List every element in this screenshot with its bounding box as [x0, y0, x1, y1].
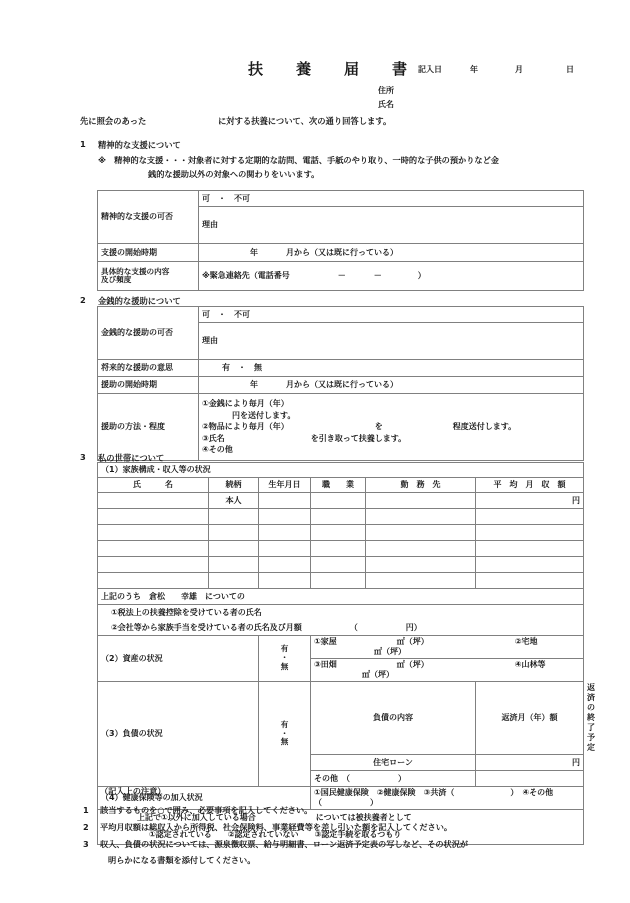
assets-yes: 有 — [280, 644, 289, 654]
family-workplace-cell[interactable] — [366, 509, 476, 525]
liability-col-content: 負債の内容 — [311, 682, 476, 755]
family-workplace-cell[interactable] — [366, 525, 476, 541]
financial-availability-options[interactable]: 可 ・ 不可 — [199, 307, 584, 323]
liabilities-sep: ・ — [280, 728, 289, 738]
spiritual-start-year: 年 — [250, 247, 258, 257]
family-occupation-cell[interactable] — [311, 493, 366, 509]
section1-note-line1: ※ 精神的な支援・・・対象者に対する定期的な訪問、電話、手紙のやり取り、一時的な子供の預かりなど金 — [98, 155, 499, 165]
family-allowance-paren: （ — [349, 622, 358, 632]
financial-method-1-sub: 円を送付します。 — [232, 410, 296, 420]
financial-method-1: ①金銭により毎月（年） — [202, 399, 289, 409]
liabilities-yes: 有 — [280, 719, 289, 729]
financial-start-label: 援助の開始時期 — [98, 377, 199, 394]
health-insurance-sub-b: については被扶養者として — [315, 813, 412, 822]
subsection4-heading: （4）健康保険等の加入状況 — [98, 787, 311, 810]
financial-method-3 — [202, 433, 580, 445]
table-row — [98, 377, 584, 394]
family-income-cell[interactable]: 円 — [476, 493, 584, 509]
note-text-2: 平均月収額は総収入から所得税、社会保険料、事業経費等を差し引いた額を記入してください。 — [100, 822, 453, 832]
assets-no: 無 — [280, 661, 289, 671]
family-birthdate-cell[interactable] — [259, 493, 311, 509]
financial-start-field[interactable] — [199, 377, 584, 394]
section1-title: 精神的な支援について — [98, 140, 181, 150]
family-name-cell[interactable] — [98, 525, 209, 541]
note-text-3-cont: 明らかになる書類を添付してください。 — [108, 855, 256, 865]
phone-dash-1: － — [337, 271, 346, 280]
spiritual-detail-field[interactable] — [199, 262, 584, 291]
financial-start-year: 年 — [250, 380, 258, 389]
col-header-relation: 続柄 — [209, 478, 259, 493]
financial-method-2-b: を — [374, 422, 383, 432]
asset-item-2-label: ②宅地 — [514, 637, 538, 646]
asset-item-2-unit: ㎡（坪） — [374, 647, 406, 656]
family-allowance-yen: 円） — [405, 622, 422, 632]
family-occupation-cell[interactable] — [311, 557, 366, 573]
note-number-1: 1 — [83, 805, 89, 815]
family-relation-cell[interactable] — [209, 509, 259, 525]
family-allowance-item-text: ②会社等から家族手当を受けている者の氏名及び月額 — [111, 622, 302, 632]
family-birthdate-cell[interactable] — [259, 573, 311, 589]
financial-method-2-a: ②物品により毎月（年） — [202, 422, 289, 432]
family-relation-cell[interactable] — [209, 541, 259, 557]
family-birthdate-cell[interactable] — [259, 541, 311, 557]
asset-item-3-unit: ㎡（坪） — [396, 660, 429, 669]
family-occupation-cell[interactable] — [311, 525, 366, 541]
table-row — [98, 493, 584, 509]
table-row — [98, 636, 584, 659]
table-row — [98, 509, 584, 525]
family-workplace-cell[interactable] — [366, 541, 476, 557]
assets-row2[interactable] — [311, 659, 584, 682]
emergency-contact-label: ※緊急連絡先（電話番号 — [202, 271, 290, 280]
liability-col-amount: 返済月（年）額 — [476, 682, 584, 755]
address-label: 住所 — [378, 86, 394, 95]
fill-date-day-label: 日 — [566, 65, 574, 74]
asset-item-4-unit: ㎡（坪） — [362, 670, 394, 679]
notes-title: （記入上の注意） — [100, 786, 166, 796]
section1-note-line2: 銭的な援助以外の対象への関わりをいいます。 — [148, 169, 320, 179]
subsection2-heading: （2）資産の状況 — [98, 636, 259, 682]
tax-deduction-item[interactable] — [98, 605, 584, 621]
about-person-line: 上記のうち 倉松 幸雄 についての — [98, 589, 584, 605]
spiritual-start-field[interactable] — [199, 244, 584, 262]
family-birthdate-cell[interactable] — [259, 509, 311, 525]
family-income-cell[interactable] — [476, 573, 584, 589]
col-header-occupation: 職 業 — [311, 478, 366, 493]
liability-amount-cell[interactable]: 円 — [476, 755, 584, 771]
financial-method-label: 援助の方法・程度 — [98, 394, 199, 461]
family-income-cell[interactable] — [476, 541, 584, 557]
family-birthdate-cell[interactable] — [259, 525, 311, 541]
spiritual-detail-label-line2: 及び頻度 — [101, 275, 132, 284]
note-text-3: 収入、負債の状況については、源泉徴収票、給与明細書、ローン返済予定表の写しなど、その状況が — [100, 839, 469, 849]
family-name-cell[interactable] — [98, 557, 209, 573]
family-name-cell[interactable] — [98, 493, 209, 509]
phone-dash-2: － — [373, 271, 382, 280]
financial-method-field[interactable] — [199, 394, 584, 461]
family-workplace-cell[interactable] — [366, 573, 476, 589]
assets-sep: ・ — [280, 653, 289, 663]
spiritual-detail-label — [98, 262, 199, 291]
financial-future-options-cell[interactable] — [199, 360, 584, 377]
note-number-2: 2 — [83, 822, 89, 832]
family-birthdate-cell[interactable] — [259, 557, 311, 573]
family-income-cell[interactable] — [476, 557, 584, 573]
col-header-income: 平 均 月 収 額 — [476, 478, 584, 493]
spiritual-start-month: 月から（又は既に行っている） — [286, 247, 398, 257]
assets-yesno-cell[interactable] — [259, 636, 311, 682]
col-header-name: 氏 名 — [98, 478, 209, 493]
intro-text-before: 先に照会のあった — [80, 116, 147, 126]
financial-future-label: 将来的な援助の意思 — [98, 360, 199, 377]
liability-amount-cell[interactable] — [476, 771, 584, 787]
spiritual-availability-label: 精神的な支援の可否 — [98, 191, 199, 244]
liability-content-cell[interactable]: 住宅ローン — [311, 755, 476, 771]
spiritual-detail-label-line1: 具体的な支援の内容 — [101, 266, 170, 276]
page-title: 扶 養 届 書 — [248, 60, 417, 78]
family-relation-cell[interactable]: 本人 — [209, 493, 259, 509]
family-income-cell[interactable] — [476, 509, 584, 525]
liabilities-yesno-cell[interactable] — [259, 682, 311, 787]
section3-title: 私の世帯について — [98, 453, 165, 463]
section1-number: 1 — [80, 139, 86, 149]
table-row — [98, 525, 584, 541]
tax-deduction-item-text: ①税法上の扶養控除を受けている者の氏名 — [111, 607, 262, 617]
family-workplace-cell[interactable] — [366, 493, 476, 509]
family-name-cell[interactable] — [98, 541, 209, 557]
spiritual-support-table — [97, 190, 584, 291]
financial-start-month: 月から（又は既に行っている） — [286, 380, 398, 389]
subsection3-heading: （3）負債の状況 — [98, 682, 259, 787]
liability-content-cell[interactable]: その他 （ ） — [311, 771, 476, 787]
table-row — [98, 191, 584, 207]
family-occupation-cell[interactable] — [311, 573, 366, 589]
family-allowance-item[interactable] — [98, 620, 584, 636]
financial-method-3-b: を引き取って扶養します。 — [310, 433, 407, 443]
financial-availability-label: 金銭的な援助の可否 — [98, 307, 199, 360]
table-row — [98, 244, 584, 262]
family-occupation-cell[interactable] — [311, 509, 366, 525]
family-workplace-cell[interactable] — [366, 557, 476, 573]
table-row — [98, 541, 584, 557]
table-row — [98, 463, 584, 478]
table-row — [98, 307, 584, 323]
financial-method-2 — [202, 421, 580, 433]
table-row — [98, 557, 584, 573]
section2-title: 金銭的な援助について — [98, 296, 181, 306]
family-relation-cell[interactable] — [209, 573, 259, 589]
financial-reason-field[interactable]: 理由 — [199, 323, 584, 360]
fill-date-label: 記入日 — [418, 65, 442, 74]
asset-item-1-unit: ㎡（坪） — [396, 637, 429, 646]
financial-method-2-c: 程度送付します。 — [452, 422, 517, 432]
family-name-cell[interactable] — [98, 573, 209, 589]
table-header-row — [98, 478, 584, 493]
table-row — [98, 262, 584, 291]
family-name-cell[interactable] — [98, 509, 209, 525]
financial-method-4: ④その他 — [202, 445, 233, 455]
spiritual-reason-field[interactable]: 理由 — [199, 207, 584, 244]
section3-number: 3 — [80, 452, 86, 462]
family-income-cell[interactable] — [476, 525, 584, 541]
family-occupation-cell[interactable] — [311, 541, 366, 557]
health-insurance-sub-a: 上記で①以外に加入している場合 — [137, 813, 256, 822]
household-table — [97, 462, 596, 845]
name-label: 氏名 — [378, 100, 394, 109]
family-relation-cell[interactable] — [209, 525, 259, 541]
table-row: （3）負債の状況 有 ・ 無 負債の内容 返済月（年）額 返済の終了予定 — [98, 682, 584, 755]
asset-item-4-label: ④山林等 — [514, 660, 546, 669]
financial-support-table — [97, 306, 584, 461]
liabilities-no: 無 — [280, 737, 289, 747]
health-insurance-choices-text: ①認定されている ②認定されていない ③認定手続を取るつもり — [149, 830, 402, 839]
col-header-birthdate: 生年月日 — [259, 478, 311, 493]
spiritual-start-label: 支援の開始時期 — [98, 244, 199, 262]
spiritual-availability-options[interactable]: 可 ・ 不可 — [199, 191, 584, 207]
subsection1-heading: （1）家族構成・収入等の状況 — [98, 463, 584, 478]
table-row — [98, 394, 584, 461]
table-row — [98, 605, 584, 621]
table-row — [98, 360, 584, 377]
financial-future-options: 有 ・ 無 — [222, 363, 262, 372]
fill-date-month-label: 月 — [515, 65, 523, 74]
financial-method-3-a: ③氏名 — [202, 433, 225, 443]
asset-item-1-label: ①家屋 — [314, 637, 337, 646]
table-row — [98, 589, 584, 605]
assets-row1[interactable] — [311, 636, 584, 659]
health-insurance-options[interactable]: ①国民健康保険 ②健康保険 ③共済（ ） ④その他（ ） — [311, 787, 584, 810]
family-relation-cell[interactable] — [209, 557, 259, 573]
fill-date-year-label: 年 — [470, 65, 478, 74]
asset-item-3-label: ③田畑 — [314, 660, 337, 669]
note-number-3: 3 — [83, 839, 89, 849]
table-row — [98, 573, 584, 589]
note-text-1: 該当するものを○で囲み、必要事項を記入してください。 — [100, 805, 313, 815]
table-row — [98, 620, 584, 636]
col-header-workplace: 勤 務 先 — [366, 478, 476, 493]
intro-text-after: に対する扶養について、次の通り回答します。 — [218, 116, 392, 126]
section2-number: 2 — [80, 295, 86, 305]
phone-paren-close: ） — [417, 271, 426, 280]
